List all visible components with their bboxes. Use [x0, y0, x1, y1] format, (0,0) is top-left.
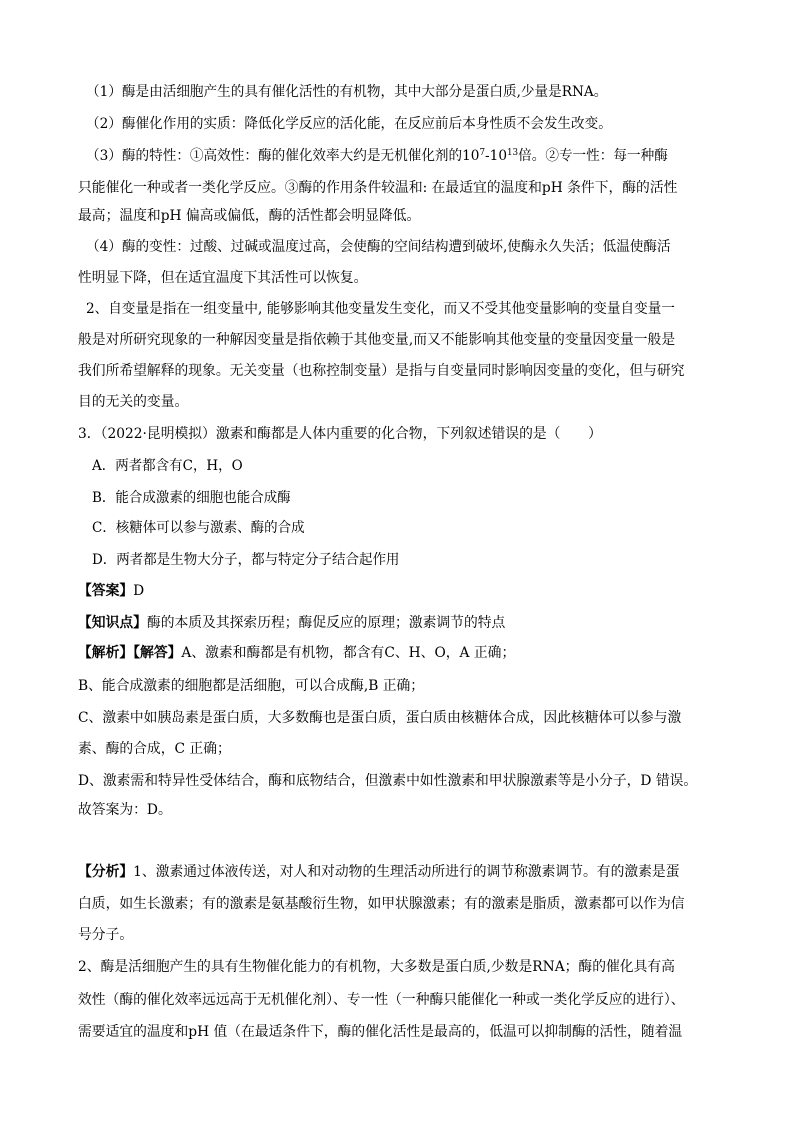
- analysis-line-b: B、能合成激素的细胞都是活细胞，可以合成酶,B 正确；: [78, 678, 425, 694]
- question-stem: 3．（2022·昆明模拟）激素和酶都是人体内重要的化合物，下列叙述错误的是（ ）: [78, 426, 602, 442]
- enzyme-point-4-line-2: 性明显下降，但在适宜温度下其活性可以恢复。: [78, 270, 368, 286]
- analysis-tag: 【解析】【解答】: [78, 645, 182, 661]
- enzyme-point-3-line-3: 最高；温度和pH 偏高或偏低，酶的活性都会明显降低。: [78, 208, 421, 224]
- analysis2-line-1: 【分析】1、激素通过体液传送，对人和对动物的生理活动所进行的调节称激素调节。有的激素是蛋: [78, 864, 680, 880]
- option-a: A．两者都含有C，H，O: [92, 458, 243, 474]
- variables-line-1: 2、自变量是指在一组变量中, 能够影响其他变量发生变化，而又不受其他变量影响的变量自变量一: [86, 301, 675, 317]
- variables-line-3: 我们所希望解释的现象。无关变量（也称控制变量）是指与自变量同时影响因变量的变化，但与研究: [78, 363, 685, 379]
- enzyme-point-3-line-1: （3）酶的特性：①高效性：酶的催化效率大约是无机催化剂的$10^7-10^{13}$倍。②专一性：每一种酶: [86, 148, 668, 164]
- knowledge-line: [78, 613, 716, 633]
- enzyme-point-4-line-1: （4）酶的变性：过酸、过碱或温度过高，会使酶的空间结构遭到破坏,使酶永久失活；低温使酶活: [86, 239, 671, 255]
- analysis-line-c2: 素、酶的合成，C 正确；: [78, 741, 231, 757]
- analysis-line-a: 【解析】【解答】A、激素和酶都是有机物，都含有C、H、O，A 正确；: [78, 645, 516, 661]
- answer-tag: 【答案】: [78, 583, 134, 599]
- conclusion-line: 故答案为：D。: [78, 802, 172, 818]
- analysis2-line-2: 白质，如生长激素；有的激素是氨基酸衍生物，如甲状腺激素；有的激素是脂质，激素都可以作为信: [78, 896, 685, 912]
- analysis2-line-3: 号分子。: [78, 927, 134, 943]
- enzyme-point-2: （2）酶催化作用的实质：降低化学反应的活化能，在反应前后本身性质不会发生改变。: [86, 116, 612, 132]
- analysis-line-c1: C、激素中如胰岛素是蛋白质，大多数酶也是蛋白质，蛋白质由核糖体合成，因此核糖体可以参与激: [78, 710, 682, 726]
- analysis2-line-5: 效性（酶的催化效率远远高于无机催化剂）、专一性（一种酶只能催化一种或一类化学反应的进行）、: [78, 992, 685, 1008]
- variables-line-2: 般是对所研究现象的一种解因变量是指依赖于其他变量,而又不能影响其他变量的变量因变量一般是: [78, 332, 676, 348]
- answer-line: [78, 581, 716, 601]
- analysis-line-d: D、激素需和特异性受体结合，酶和底物结合，但激素中如性激素和甲状腺激素等是小分子，D 错误。: [78, 773, 698, 789]
- option-c: C．核糖体可以参与激素、酶的合成: [92, 520, 305, 536]
- knowledge-text: 酶的本质及其探索历程；酶促反应的原理；激素调节的特点: [146, 615, 506, 631]
- enzyme-point-3-line-2: 只能催化一种或者一类化学反应。③酶的作用条件较温和: 在最适宜的温度和pH 条件下，酶的活性: [78, 180, 678, 196]
- analysis2-line-6: 需要适宜的温度和pH 值（在最适条件下，酶的催化活性是最高的，低温可以抑制酶的活性，随着温: [78, 1024, 683, 1040]
- answer-value: D: [133, 583, 145, 599]
- analysis2-line-4: 2、酶是活细胞产生的具有生物催化能力的有机物，大多数是蛋白质,少数是RNA；酶的催化具有高: [78, 959, 675, 975]
- analysis2-tag: 【分析】: [78, 864, 134, 880]
- option-d: D．两者都是生物大分子，都与特定分子结合起作用: [92, 552, 400, 568]
- variables-line-4: 目的无关的变量。: [78, 394, 189, 410]
- option-b: B．能合成激素的细胞也能合成酶: [92, 490, 291, 506]
- enzyme-point-1: （1）酶是由活细胞产生的具有催化活性的有机物，其中大部分是蛋白质,少量是RNA。: [86, 84, 608, 100]
- knowledge-tag: 【知识点】: [78, 615, 147, 631]
